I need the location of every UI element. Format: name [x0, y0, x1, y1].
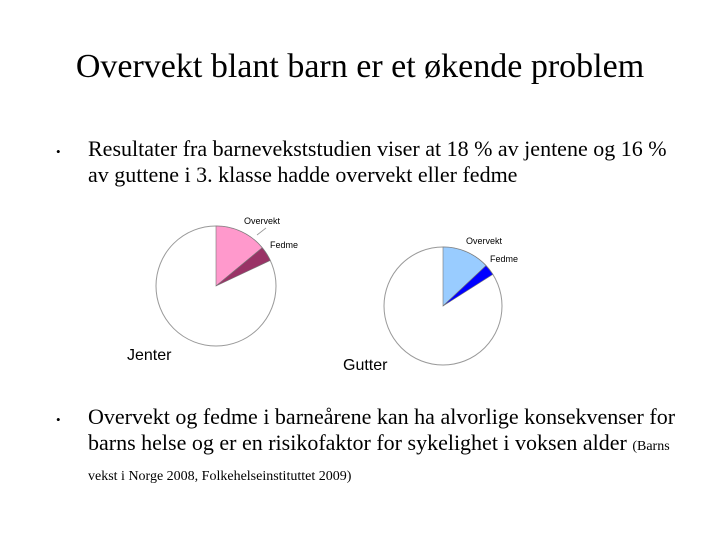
bullet-text-2 — [88, 404, 688, 490]
pie-chart-jenter — [127, 216, 298, 364]
label-overvekt-gutter: Overvekt — [466, 236, 503, 246]
bullet-marker: • — [56, 144, 61, 159]
slide-title: Overvekt blant barn er et økende problem — [75, 48, 645, 85]
bullet-2-text: Overvekt og fedme i barneårene kan ha alvorlige konsekvenser for barns helse og er en risikofaktor for sykelighet i voksen alder — [88, 404, 676, 455]
bullet-text-1 — [88, 136, 688, 188]
bullet-marker: • — [56, 412, 61, 427]
bullet-1-text: Resultater fra barnevekststudien viser at 18 % av jentene og 16 % av guttene i 3. klasse hadde overvekt eller fedme — [88, 136, 667, 187]
label-overvekt-jenter: Overvekt — [244, 216, 281, 226]
pie-charts — [0, 200, 720, 390]
label-fedme-jenter: Fedme — [270, 240, 299, 250]
leader-line-overvekt-jenter — [257, 228, 266, 235]
pie-chart-gutter — [343, 236, 518, 374]
chart-title-jenter: Jenter — [127, 347, 172, 364]
source-citation: (Barns vekst i Norge 2008, Folkehelseinstituttet 2009) — [88, 439, 670, 484]
chart-title-gutter: Gutter — [343, 357, 388, 374]
label-fedme-gutter: Fedme — [490, 254, 519, 264]
